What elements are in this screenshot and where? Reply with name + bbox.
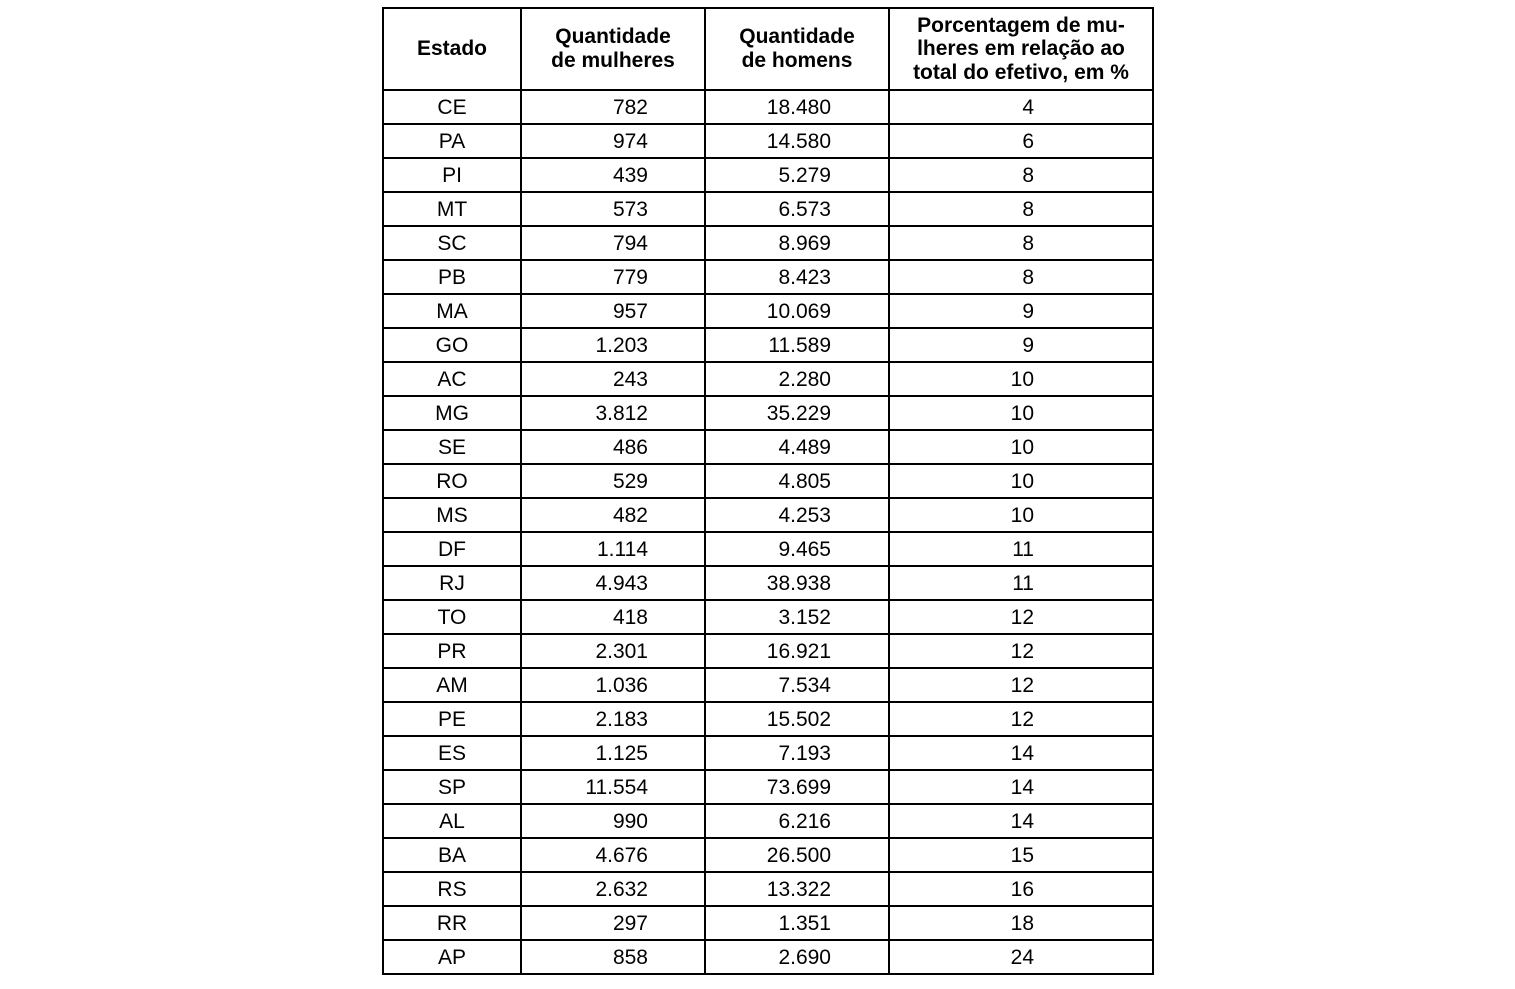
- table-row: [383, 464, 1153, 498]
- cell-mulheres: 573: [521, 192, 705, 226]
- cell-porcentagem: 10: [889, 430, 1153, 464]
- cell-mulheres: 779: [521, 260, 705, 294]
- cell-mulheres: 2.632: [521, 872, 705, 906]
- table-row: [383, 226, 1153, 260]
- cell-mulheres: 1.203: [521, 328, 705, 362]
- table-row: [383, 90, 1153, 124]
- cell-porcentagem: 10: [889, 498, 1153, 532]
- cell-estado: RR: [383, 906, 521, 940]
- cell-mulheres: 11.554: [521, 770, 705, 804]
- cell-porcentagem: 15: [889, 838, 1153, 872]
- cell-estado: TO: [383, 600, 521, 634]
- women-police-table: [382, 7, 1154, 975]
- cell-mulheres: 439: [521, 158, 705, 192]
- cell-mulheres: 243: [521, 362, 705, 396]
- cell-porcentagem: 18: [889, 906, 1153, 940]
- table-row: [383, 532, 1153, 566]
- cell-homens: 10.069: [705, 294, 889, 328]
- cell-estado: DF: [383, 532, 521, 566]
- cell-estado: ES: [383, 736, 521, 770]
- cell-estado: AP: [383, 940, 521, 974]
- cell-porcentagem: 8: [889, 192, 1153, 226]
- cell-mulheres: 2.183: [521, 702, 705, 736]
- table-row: [383, 192, 1153, 226]
- cell-estado: RS: [383, 872, 521, 906]
- header-row: [383, 8, 1153, 90]
- table-row: [383, 634, 1153, 668]
- cell-homens: 5.279: [705, 158, 889, 192]
- data-table-container: [382, 7, 1154, 975]
- cell-estado: SC: [383, 226, 521, 260]
- cell-estado: SP: [383, 770, 521, 804]
- table-row: [383, 124, 1153, 158]
- table-row: [383, 940, 1153, 974]
- cell-mulheres: 1.036: [521, 668, 705, 702]
- table-row: [383, 906, 1153, 940]
- cell-homens: 8.423: [705, 260, 889, 294]
- header-quantidade-mulheres: Quantidade de mulheres: [521, 8, 705, 90]
- table-row: [383, 158, 1153, 192]
- table-row: [383, 566, 1153, 600]
- cell-porcentagem: 24: [889, 940, 1153, 974]
- cell-homens: 15.502: [705, 702, 889, 736]
- cell-homens: 13.322: [705, 872, 889, 906]
- cell-mulheres: 858: [521, 940, 705, 974]
- cell-estado: PA: [383, 124, 521, 158]
- cell-porcentagem: 4: [889, 90, 1153, 124]
- cell-homens: 4.253: [705, 498, 889, 532]
- cell-porcentagem: 10: [889, 464, 1153, 498]
- cell-porcentagem: 12: [889, 702, 1153, 736]
- cell-porcentagem: 6: [889, 124, 1153, 158]
- cell-homens: 26.500: [705, 838, 889, 872]
- cell-mulheres: 782: [521, 90, 705, 124]
- cell-mulheres: 4.676: [521, 838, 705, 872]
- cell-homens: 3.152: [705, 600, 889, 634]
- cell-homens: 2.280: [705, 362, 889, 396]
- header-quantidade-homens: Quantidade de homens: [705, 8, 889, 90]
- cell-homens: 2.690: [705, 940, 889, 974]
- cell-mulheres: 990: [521, 804, 705, 838]
- cell-porcentagem: 9: [889, 294, 1153, 328]
- table-row: [383, 328, 1153, 362]
- cell-homens: 7.534: [705, 668, 889, 702]
- table-row: [383, 838, 1153, 872]
- table-body: [383, 90, 1153, 974]
- cell-mulheres: 297: [521, 906, 705, 940]
- cell-mulheres: 482: [521, 498, 705, 532]
- cell-estado: PI: [383, 158, 521, 192]
- cell-mulheres: 957: [521, 294, 705, 328]
- cell-porcentagem: 14: [889, 770, 1153, 804]
- cell-estado: MG: [383, 396, 521, 430]
- table-row: [383, 736, 1153, 770]
- table-row: [383, 804, 1153, 838]
- cell-estado: AC: [383, 362, 521, 396]
- cell-mulheres: 1.114: [521, 532, 705, 566]
- cell-homens: 38.938: [705, 566, 889, 600]
- cell-homens: 14.580: [705, 124, 889, 158]
- table-row: [383, 600, 1153, 634]
- cell-homens: 6.573: [705, 192, 889, 226]
- cell-estado: CE: [383, 90, 521, 124]
- cell-porcentagem: 12: [889, 634, 1153, 668]
- cell-homens: 7.193: [705, 736, 889, 770]
- cell-homens: 16.921: [705, 634, 889, 668]
- cell-porcentagem: 8: [889, 260, 1153, 294]
- cell-estado: AM: [383, 668, 521, 702]
- cell-homens: 6.216: [705, 804, 889, 838]
- cell-porcentagem: 11: [889, 566, 1153, 600]
- cell-mulheres: 2.301: [521, 634, 705, 668]
- cell-estado: MS: [383, 498, 521, 532]
- header-estado: Estado: [383, 8, 521, 90]
- cell-estado: PB: [383, 260, 521, 294]
- cell-mulheres: 974: [521, 124, 705, 158]
- cell-porcentagem: 12: [889, 600, 1153, 634]
- cell-estado: GO: [383, 328, 521, 362]
- table-row: [383, 702, 1153, 736]
- cell-estado: SE: [383, 430, 521, 464]
- cell-homens: 73.699: [705, 770, 889, 804]
- cell-mulheres: 529: [521, 464, 705, 498]
- header-porcentagem-mulheres: Porcentagem de mu- lheres em relação ao total do efetivo, em %: [889, 8, 1153, 90]
- cell-estado: MA: [383, 294, 521, 328]
- cell-mulheres: 794: [521, 226, 705, 260]
- table-row: [383, 294, 1153, 328]
- cell-porcentagem: 10: [889, 362, 1153, 396]
- cell-homens: 18.480: [705, 90, 889, 124]
- cell-estado: MT: [383, 192, 521, 226]
- cell-homens: 4.805: [705, 464, 889, 498]
- cell-estado: RO: [383, 464, 521, 498]
- table-row: [383, 498, 1153, 532]
- cell-mulheres: 1.125: [521, 736, 705, 770]
- cell-estado: PE: [383, 702, 521, 736]
- cell-homens: 35.229: [705, 396, 889, 430]
- cell-porcentagem: 9: [889, 328, 1153, 362]
- table-row: [383, 430, 1153, 464]
- cell-mulheres: 486: [521, 430, 705, 464]
- cell-mulheres: 418: [521, 600, 705, 634]
- cell-estado: PR: [383, 634, 521, 668]
- cell-porcentagem: 16: [889, 872, 1153, 906]
- table-row: [383, 396, 1153, 430]
- table-row: [383, 872, 1153, 906]
- cell-estado: RJ: [383, 566, 521, 600]
- cell-porcentagem: 10: [889, 396, 1153, 430]
- cell-estado: BA: [383, 838, 521, 872]
- cell-mulheres: 4.943: [521, 566, 705, 600]
- cell-mulheres: 3.812: [521, 396, 705, 430]
- table-row: [383, 362, 1153, 396]
- cell-homens: 11.589: [705, 328, 889, 362]
- cell-porcentagem: 12: [889, 668, 1153, 702]
- cell-porcentagem: 8: [889, 226, 1153, 260]
- cell-estado: AL: [383, 804, 521, 838]
- cell-homens: 8.969: [705, 226, 889, 260]
- cell-homens: 1.351: [705, 906, 889, 940]
- table-row: [383, 260, 1153, 294]
- cell-porcentagem: 14: [889, 804, 1153, 838]
- table-row: [383, 668, 1153, 702]
- cell-homens: 4.489: [705, 430, 889, 464]
- cell-porcentagem: 8: [889, 158, 1153, 192]
- table-row: [383, 770, 1153, 804]
- cell-homens: 9.465: [705, 532, 889, 566]
- cell-porcentagem: 14: [889, 736, 1153, 770]
- cell-porcentagem: 11: [889, 532, 1153, 566]
